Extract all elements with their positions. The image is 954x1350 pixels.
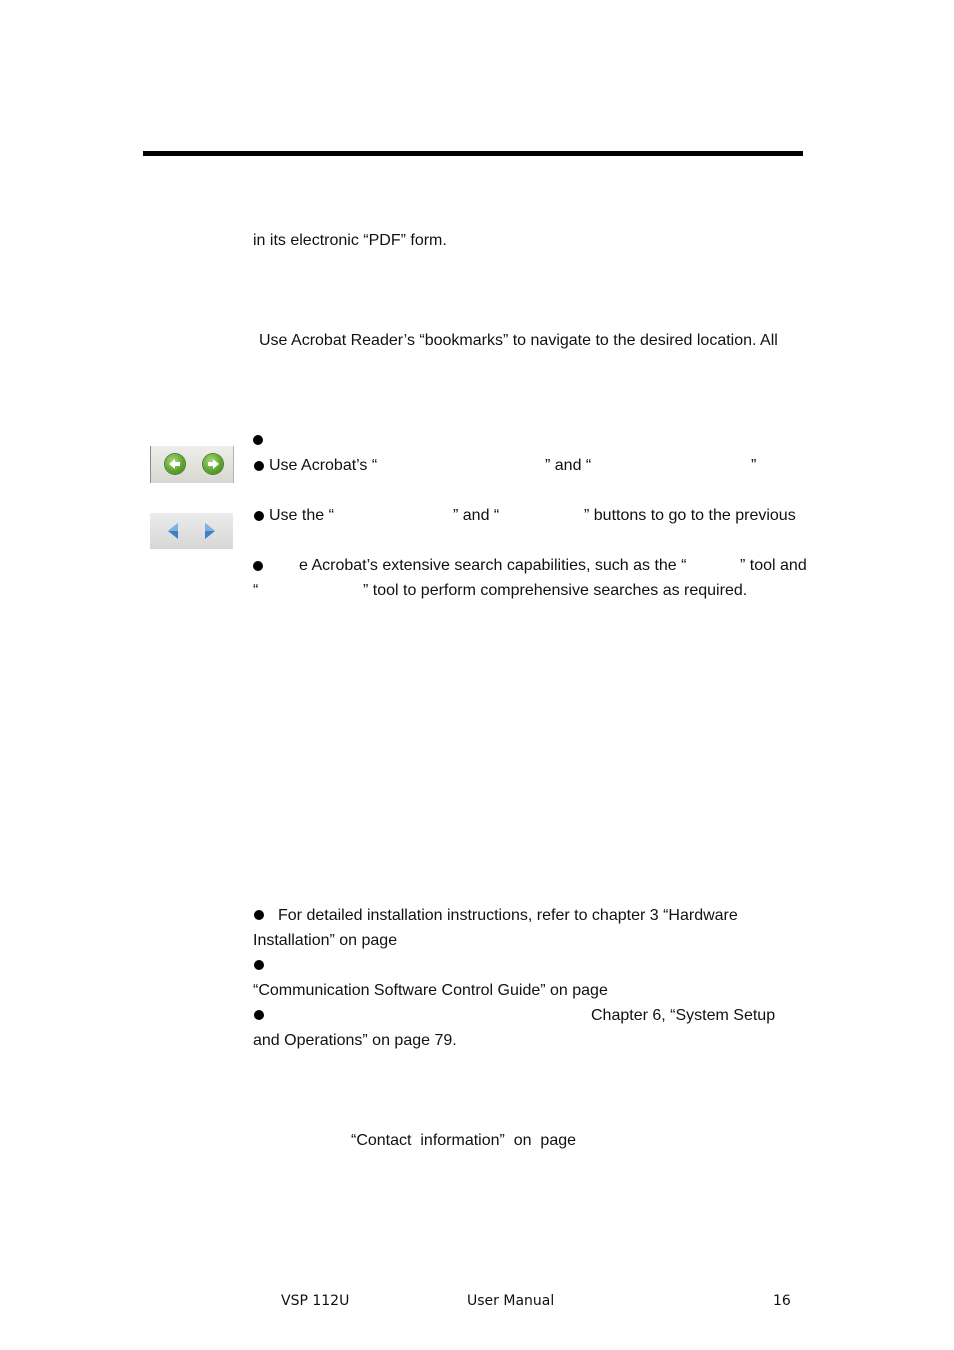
install-text-line1: For detailed installation instructions, refer to chapter 3 “Hardware [278,907,738,924]
views-text-part1: Use Acrobat’s “ [269,457,378,474]
bullet-empty [253,435,263,445]
bookmarks-text: Use Acrobat Reader’s “bookmarks” to navigate to the desired location. All [259,332,778,349]
contact-text: “Contact information” on page [351,1132,577,1149]
pages-text-part1: Use the “ [269,507,334,524]
bullet-pages [254,511,264,521]
communication-text: “Communication Software Control Guide” on page [253,982,608,999]
bullet-search [253,561,263,571]
pages-text-part2: ” and “ [453,507,500,524]
setup-text-line2: and Operations” on page 79. [253,1032,457,1049]
page-navigation-toolbar-image [150,513,233,549]
pages-text-part3: ” buttons to go to the previous [584,507,796,524]
bullet-communication [254,960,264,970]
bullet-setup [254,1010,264,1020]
install-text-line2: Installation” on page [253,932,398,949]
previous-view-icon [165,454,185,474]
header-rule [143,151,803,156]
next-page-icon [203,522,217,540]
footer-title: User Manual [467,1293,555,1309]
setup-text-line1: Chapter 6, “System Setup [591,1007,776,1024]
intro-text: in its electronic “PDF” form. [253,232,447,249]
previous-page-icon [166,522,180,540]
bullet-install [254,910,264,920]
view-navigation-toolbar-image [150,446,234,483]
footer-model: VSP 112U [281,1293,350,1309]
footer-page-number: 16 [773,1293,791,1309]
search-text-line1b: ” tool and [740,557,807,574]
views-text-part2: ” and “ [545,457,592,474]
search-text-line2b: ” tool to perform comprehensive searches as required. [363,582,748,599]
next-view-icon [203,454,223,474]
bullet-views [254,461,264,471]
search-text-line2a: “ [253,582,259,599]
views-text-part3: ” [751,457,757,474]
search-text-line1a: e Acrobat’s extensive search capabilities, such as the “ [299,557,687,574]
